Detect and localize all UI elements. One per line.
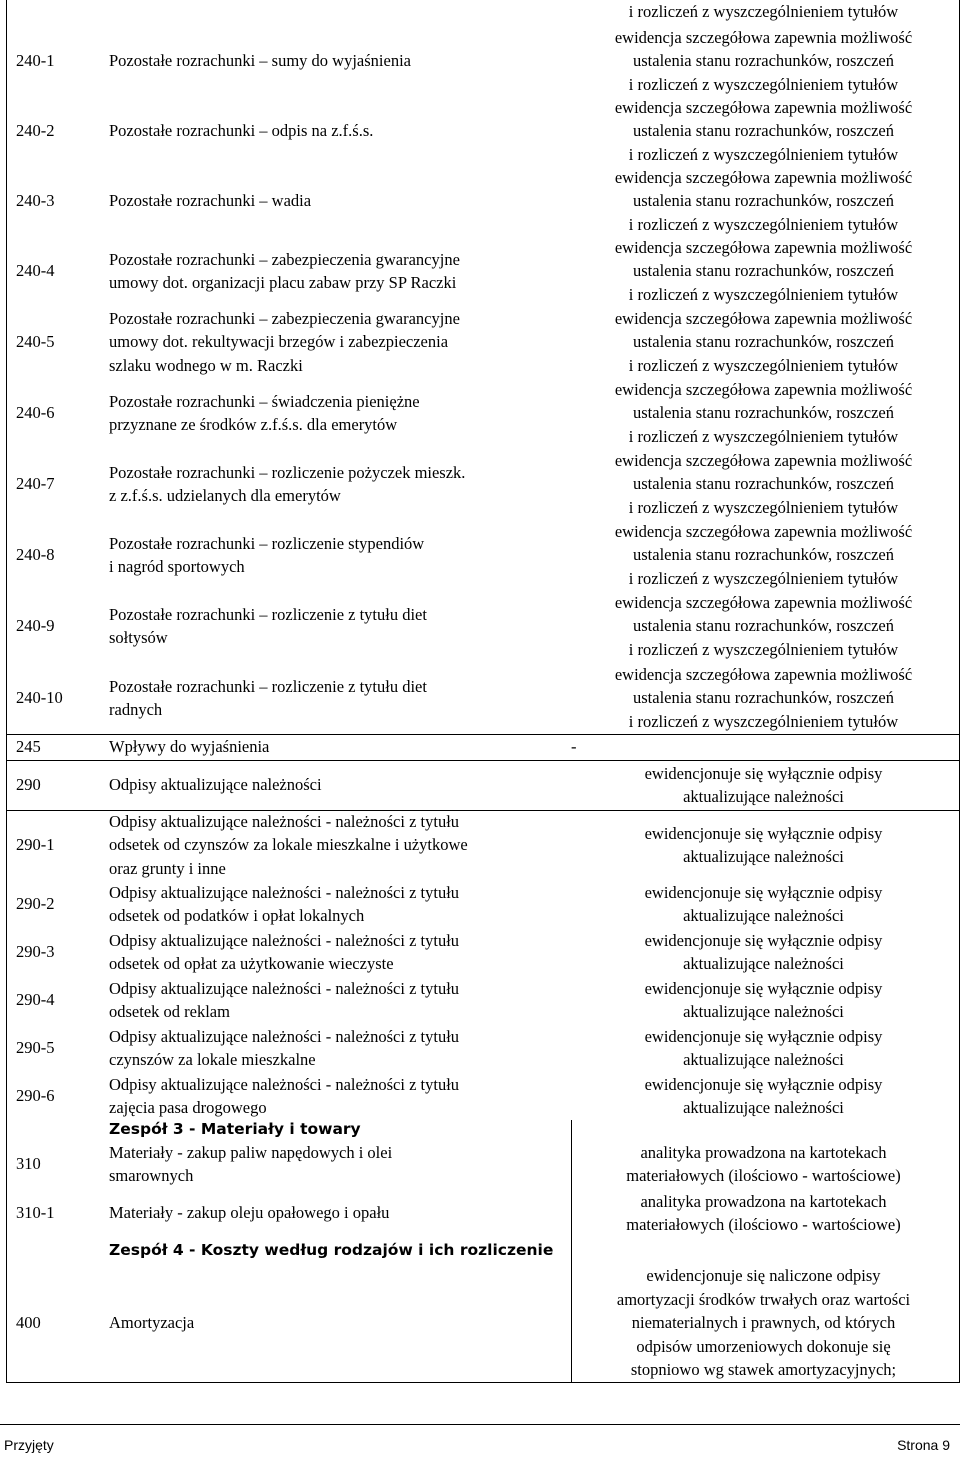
- account-code-text: 240-8: [16, 545, 55, 565]
- account-note: [571, 734, 956, 760]
- account-note: [571, 1072, 956, 1120]
- account-code: [6, 166, 101, 236]
- account-code-text: 240-6: [16, 403, 55, 423]
- account-description: [101, 306, 571, 378]
- account-description: [101, 166, 571, 236]
- account-code-text: 240-4: [16, 261, 55, 281]
- account-description: [101, 96, 571, 166]
- account-description-text: Odpisy aktualizujące należności - należności z tytułu odsetek od czynszów za lokale mieszkalne i użytkowe oraz grunty i inne: [109, 811, 468, 878]
- account-description: [101, 590, 571, 662]
- account-note: [571, 306, 956, 378]
- account-code: [6, 1264, 101, 1382]
- account-note: [571, 236, 956, 306]
- table-row: [6, 928, 960, 976]
- table-rule: [6, 734, 960, 735]
- account-description-text: Pozostałe rozrachunki – rozliczenie z tytułu diet sołtysów: [109, 604, 427, 647]
- account-note-text: ewidencjonuje się wyłącznie odpisy aktualizujące należności: [644, 1026, 883, 1069]
- account-description-text: Pozostałe rozrachunki – świadczenia pieniężne przyznane ze środków z.f.ś.s. dla emerytów: [109, 391, 420, 434]
- table-border: [571, 1120, 572, 1383]
- table-row: [6, 1072, 960, 1120]
- account-code: [6, 760, 101, 810]
- account-note: [571, 1238, 956, 1264]
- account-description-text: Odpisy aktualizujące należności - należności z tytułu zajęcia pasa drogowego: [109, 1074, 460, 1117]
- account-note: [571, 26, 956, 96]
- account-description: [101, 26, 571, 96]
- table-row: [6, 378, 960, 448]
- account-description-text: Pozostałe rozrachunki – rozliczenie z tytułu diet radnych: [109, 676, 427, 719]
- account-description-text: Odpisy aktualizujące należności - należności z tytułu odsetek od reklam: [109, 978, 460, 1021]
- account-note: [571, 928, 956, 976]
- account-code-text: 240-3: [16, 191, 55, 211]
- account-code: [6, 880, 101, 928]
- account-description: [101, 1120, 571, 1140]
- table-row: [6, 1264, 960, 1382]
- account-description-text: Pozostałe rozrachunki – zabezpieczenia gwarancyjne umowy dot. rekultywacji brzegów i zabezpieczenia szlaku wodnego w m. Raczki: [109, 308, 460, 375]
- account-note: [571, 760, 956, 810]
- account-description: [101, 976, 571, 1024]
- account-description-text: Odpisy aktualizujące należności - należności z tytułu odsetek od opłat za użytkowanie wieczyste: [109, 930, 460, 973]
- account-code: [6, 976, 101, 1024]
- table-rule: [6, 1382, 960, 1383]
- table-row-continuation: [6, 0, 960, 26]
- account-note-text: ewidencja szczegółowa zapewnia możliwość ustalenia stanu rozrachunków, roszczeń i rozliczeń z wyszczególnieniem tytułów: [614, 97, 913, 164]
- account-note: [571, 1188, 956, 1238]
- account-code: [6, 662, 101, 734]
- account-code-text: 245: [16, 737, 41, 757]
- table-border: [6, 0, 7, 1383]
- account-note-text: ewidencja szczegółowa zapewnia możliwość ustalenia stanu rozrachunków, roszczeń i rozliczeń z wyszczególnieniem tytułów: [614, 664, 913, 731]
- account-code: [6, 1140, 101, 1188]
- table-row: [6, 590, 960, 662]
- account-code-text: 240-1: [16, 51, 55, 71]
- account-note: [571, 166, 956, 236]
- account-description-text: Odpisy aktualizujące należności - należności z tytułu czynszów za lokale mieszkalne: [109, 1026, 460, 1069]
- account-description-text: Materiały - zakup paliw napędowych i olei smarownych: [109, 1142, 393, 1185]
- account-description: [101, 520, 571, 590]
- table-rule: [6, 760, 960, 761]
- table-row: [6, 976, 960, 1024]
- account-code: [6, 1120, 101, 1140]
- account-note-text: ewidencjonuje się wyłącznie odpisy aktualizujące należności: [644, 1074, 883, 1117]
- account-code: [6, 1024, 101, 1072]
- section-header-row: [6, 1238, 960, 1264]
- account-note-text: analityka prowadzona na kartotekach materiałowych (ilościowo - wartościowe): [626, 1191, 901, 1234]
- account-note-text: ewidencjonuje się naliczone odpisy amortyzacji środków trwałych oraz wartości niematerialnych i prawnych, od których odpisów umorzeniowych dokonuje się stopniowo wg stawek amortyzacyjnych;: [616, 1266, 911, 1380]
- account-description-text: Pozostałe rozrachunki – odpis na z.f.ś.s.: [109, 121, 374, 141]
- account-note-text: ewidencja szczegółowa zapewnia możliwość ustalenia stanu rozrachunków, roszczeń i rozliczeń z wyszczególnieniem tytułów: [614, 27, 913, 94]
- account-note-text: ewidencja szczegółowa zapewnia możliwość ustalenia stanu rozrachunków, roszczeń i rozliczeń z wyszczególnieniem tytułów: [614, 450, 913, 517]
- account-code-text: 290-2: [16, 894, 55, 914]
- account-code-text: 310-1: [16, 1203, 55, 1223]
- account-description-text: Amortyzacja: [109, 1313, 195, 1333]
- table-row: [6, 166, 960, 236]
- account-note-text: ewidencjonuje się wyłącznie odpisy aktualizujące należności: [644, 930, 883, 973]
- account-note: [571, 1140, 956, 1188]
- table-row: [6, 1024, 960, 1072]
- table-rule: [6, 810, 960, 811]
- account-code: [6, 810, 101, 880]
- account-description-text: Materiały - zakup oleju opałowego i opału: [109, 1203, 390, 1223]
- table-row: [6, 306, 960, 378]
- account-note-text: ewidencjonuje się wyłącznie odpisy aktualizujące należności: [644, 882, 883, 925]
- account-code-text: 240-2: [16, 121, 55, 141]
- account-description: [101, 1188, 571, 1238]
- account-code-text: 240-5: [16, 332, 55, 352]
- account-note-text: ewidencja szczegółowa zapewnia możliwość ustalenia stanu rozrachunków, roszczeń i rozliczeń z wyszczególnieniem tytułów: [614, 592, 913, 659]
- note-cell: [571, 0, 956, 26]
- table-row: [6, 520, 960, 590]
- table-row: [6, 880, 960, 928]
- footer-rule: [0, 1424, 960, 1425]
- table-row: [6, 760, 960, 810]
- account-code-text: 290: [16, 775, 41, 795]
- account-note-text: ewidencja szczegółowa zapewnia możliwość ustalenia stanu rozrachunków, roszczeń i rozliczeń z wyszczególnieniem tytułów: [614, 521, 913, 588]
- account-description: [101, 1072, 571, 1120]
- account-note: [571, 976, 956, 1024]
- account-note: [571, 378, 956, 448]
- account-code: [6, 520, 101, 590]
- account-code: [6, 1188, 101, 1238]
- account-note: [571, 96, 956, 166]
- account-description-text: Zespół 3 - Materiały i towary: [109, 1120, 361, 1139]
- account-code: [6, 378, 101, 448]
- table-row: [6, 1188, 960, 1238]
- account-description-text: Pozostałe rozrachunki – sumy do wyjaśnienia: [109, 51, 411, 71]
- account-code: [6, 1072, 101, 1120]
- account-code: [6, 590, 101, 662]
- account-description: [101, 734, 571, 760]
- account-description-text: Odpisy aktualizujące należności: [109, 775, 322, 795]
- account-description: [101, 880, 571, 928]
- footer-status: Przyjęty: [4, 1437, 54, 1453]
- account-code: [6, 306, 101, 378]
- account-description-text: Pozostałe rozrachunki – rozliczenie pożyczek mieszk. z z.f.ś.s. udzielanych dla emerytów: [109, 462, 466, 505]
- table-row: [6, 236, 960, 306]
- table-row: [6, 734, 960, 760]
- account-description: [101, 1024, 571, 1072]
- account-code: [6, 448, 101, 520]
- account-code: [6, 928, 101, 976]
- account-description-text: Odpisy aktualizujące należności - należności z tytułu odsetek od podatków i opłat lokalnych: [109, 882, 460, 925]
- table-row: [6, 1140, 960, 1188]
- account-code-text: 240-9: [16, 616, 55, 636]
- account-note: [571, 810, 956, 880]
- account-description: [101, 760, 571, 810]
- page-number: Strona 9: [897, 1437, 950, 1453]
- account-description: [101, 1264, 571, 1382]
- account-code-text: 240-7: [16, 474, 55, 494]
- page-footer: [0, 1424, 960, 1452]
- table-row: [6, 448, 960, 520]
- account-note: [571, 1024, 956, 1072]
- account-code-text: 310: [16, 1154, 41, 1174]
- table-row: [6, 26, 960, 96]
- account-description: [101, 378, 571, 448]
- account-code-text: 290-6: [16, 1086, 55, 1106]
- account-code-text: 290-5: [16, 1038, 55, 1058]
- account-code-text: 240-10: [16, 688, 63, 708]
- account-note: [571, 880, 956, 928]
- account-description: [101, 662, 571, 734]
- account-description: [101, 448, 571, 520]
- account-description: [101, 1238, 571, 1264]
- account-description-text: Wpływy do wyjaśnienia: [109, 737, 270, 757]
- account-description: [101, 810, 571, 880]
- account-note-text: ewidencjonuje się wyłącznie odpisy aktualizujące należności: [644, 823, 883, 866]
- account-code: [6, 96, 101, 166]
- account-note-text: ewidencja szczegółowa zapewnia możliwość ustalenia stanu rozrachunków, roszczeń i rozliczeń z wyszczególnieniem tytułów: [614, 308, 913, 375]
- account-description-text: Pozostałe rozrachunki – rozliczenie stypendiów i nagród sportowych: [109, 533, 425, 576]
- account-code: [6, 734, 101, 760]
- section-header-row: [6, 1120, 960, 1140]
- account-code: [6, 1238, 101, 1264]
- account-description: [101, 1140, 571, 1188]
- account-note-text: analityka prowadzona na kartotekach materiałowych (ilościowo - wartościowe): [626, 1142, 901, 1185]
- account-note: [571, 448, 956, 520]
- account-note: [571, 1120, 956, 1140]
- table-row: [6, 96, 960, 166]
- table-row: [6, 662, 960, 734]
- account-code-text: 290-1: [16, 835, 55, 855]
- account-description-text: Pozostałe rozrachunki – zabezpieczenia gwarancyjne umowy dot. organizacji placu zabaw przy SP Raczki: [109, 249, 460, 292]
- account-code: [6, 26, 101, 96]
- note-text: i rozliczeń z wyszczególnieniem tytułów: [628, 2, 899, 21]
- account-note-text: ewidencjonuje się wyłącznie odpisy aktualizujące należności: [644, 978, 883, 1021]
- account-note: [571, 1264, 956, 1382]
- account-code-text: 400: [16, 1313, 41, 1333]
- account-description: [101, 236, 571, 306]
- account-note-text: ewidencja szczegółowa zapewnia możliwość ustalenia stanu rozrachunków, roszczeń i rozliczeń z wyszczególnieniem tytułów: [614, 167, 913, 234]
- account-description-text: Pozostałe rozrachunki – wadia: [109, 191, 312, 211]
- account-note-text: ewidencja szczegółowa zapewnia możliwość ustalenia stanu rozrachunków, roszczeń i rozliczeń z wyszczególnieniem tytułów: [614, 237, 913, 304]
- table-row: [6, 810, 960, 880]
- account-note-text: -: [571, 737, 577, 757]
- account-code: [6, 236, 101, 306]
- account-note-text: ewidencjonuje się wyłącznie odpisy aktualizujące należności: [644, 763, 883, 806]
- account-note: [571, 520, 956, 590]
- account-note: [571, 662, 956, 734]
- account-description-text: Zespół 4 - Koszty według rodzajów i ich rozliczenie: [109, 1241, 554, 1260]
- account-description: [101, 928, 571, 976]
- account-code-text: 290-4: [16, 990, 55, 1010]
- account-code-text: 290-3: [16, 942, 55, 962]
- account-note-text: ewidencja szczegółowa zapewnia możliwość ustalenia stanu rozrachunków, roszczeń i rozliczeń z wyszczególnieniem tytułów: [614, 379, 913, 446]
- account-note: [571, 590, 956, 662]
